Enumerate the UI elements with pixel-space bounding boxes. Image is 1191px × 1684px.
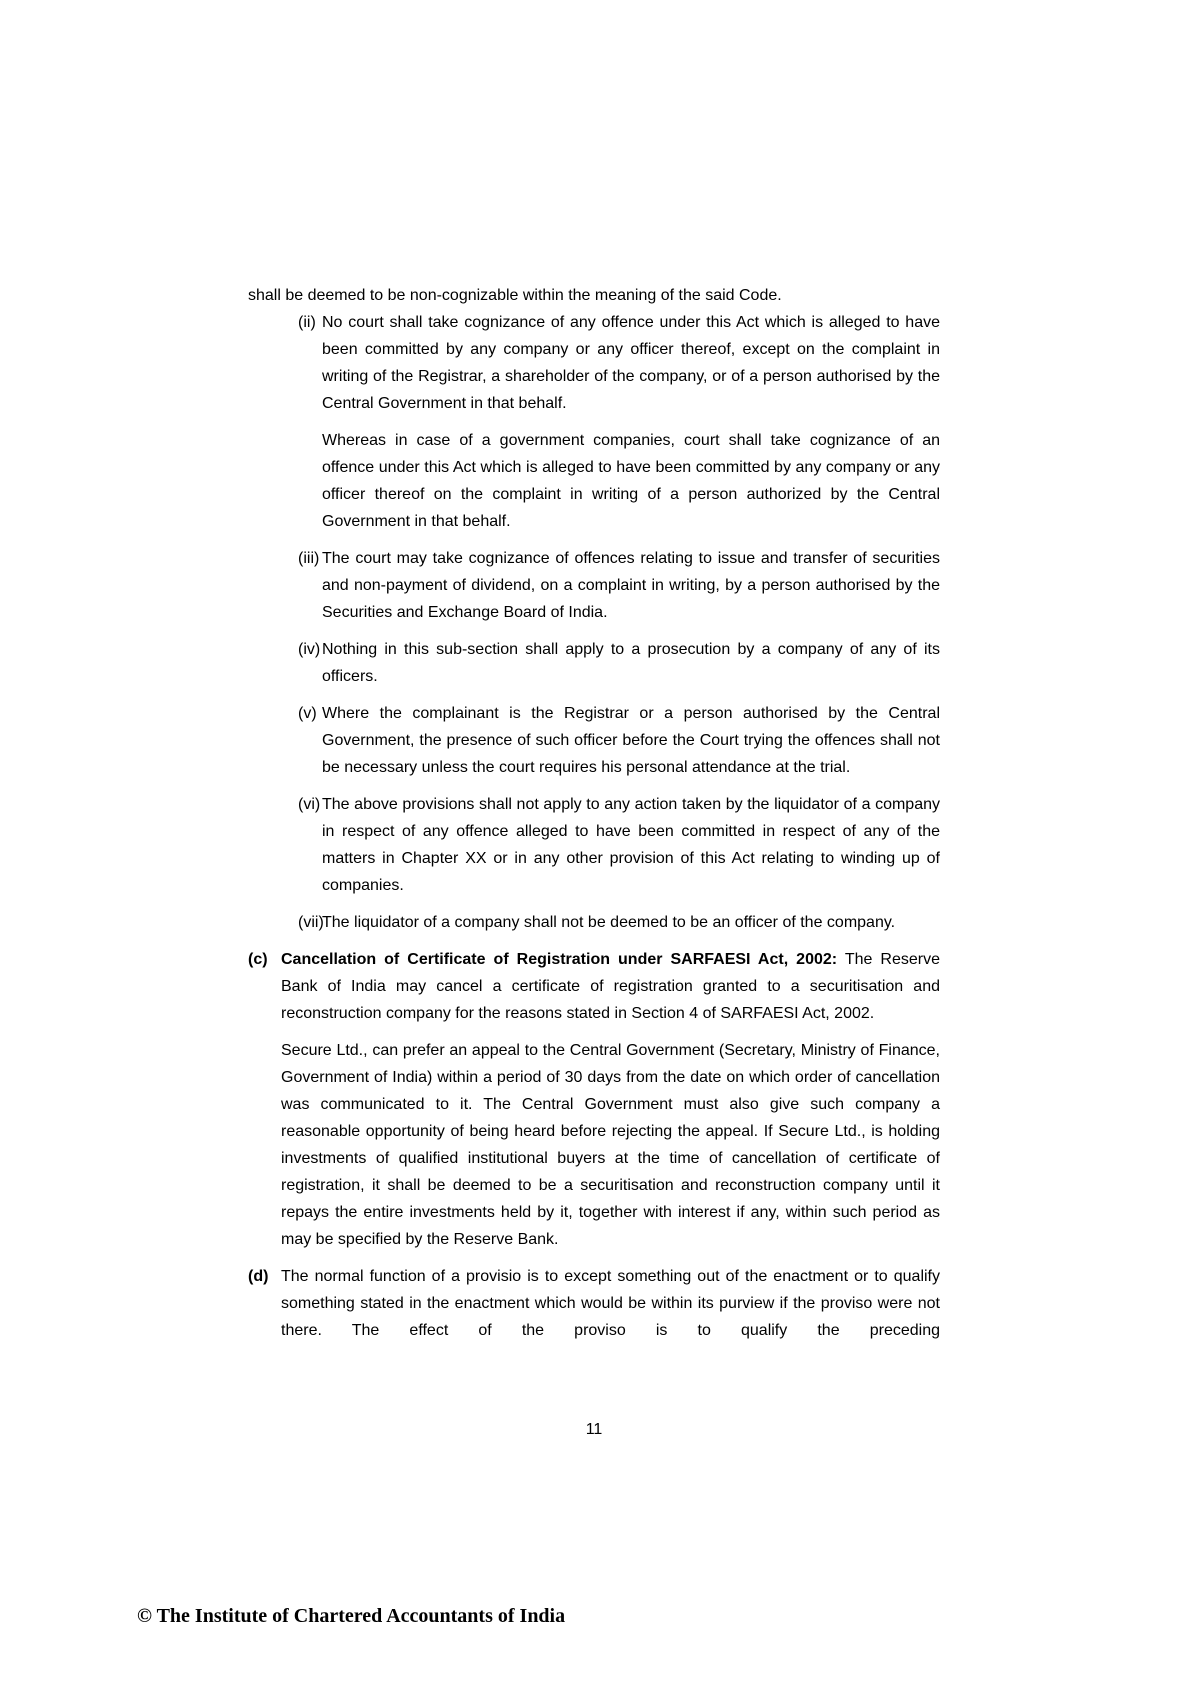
- list-item-v: [298, 700, 940, 781]
- list-item-c: [248, 946, 940, 1253]
- list-body-iii: [322, 545, 940, 626]
- list-body-ii: [322, 309, 940, 535]
- paragraph: The above provisions shall not apply to any action taken by the liquidator of a company in respect of any offence alleged to have been committed in respect of any of the matters in Chapter XX or in any other provision of this Act relating to winding up of companies.: [322, 796, 940, 894]
- list-marker-vii: (vii): [298, 914, 324, 931]
- copyright-footer: © The Institute of Chartered Accountants of India: [137, 1605, 566, 1627]
- paragraph: No court shall take cognizance of any offence under this Act which is alleged to have been committed by any company or any officer thereof, except on the complaint in writing of the Registrar, a shareholder of the company, or of a person authorised by the Central Government in that behalf.: [322, 314, 940, 412]
- list-item-vi: [298, 791, 940, 899]
- list-marker-iii: (iii): [298, 550, 320, 567]
- list-body-c: [281, 946, 940, 1253]
- list-body-iv: [322, 636, 940, 690]
- page-content: [248, 282, 940, 1354]
- list-marker-d: (d): [248, 1268, 269, 1285]
- paragraph: The normal function of a provisio is to except something out of the enactment or to qualify something stated in the enactment which would be within its purview if the proviso were not there. The effect of the proviso is to qualify the preceding: [281, 1268, 940, 1339]
- paragraph: Nothing in this sub-section shall apply to a prosecution by a company of any of its officers.: [322, 641, 940, 685]
- list-marker-iv: (iv): [298, 641, 321, 658]
- list-marker-vi: (vi): [298, 796, 321, 813]
- paragraph-with-heading: [281, 946, 940, 1027]
- list-body-d: [281, 1263, 940, 1344]
- paragraph: Where the complainant is the Registrar or a person authorised by the Central Government, the presence of such officer before the Court trying the offences shall not be necessary unless the court requires his personal attendance at the trial.: [322, 705, 940, 776]
- heading-continuation-text: The Reserve Bank of India may cancel a certificate of registration granted to a securitisation and reconstruction company for the reasons stated in Section 4 of SARFAESI Act, 2002.: [281, 951, 941, 1022]
- paragraph: The court may take cognizance of offences relating to issue and transfer of securities and non-payment of dividend, on a complaint in writing, by a person authorised by the Securities and Exchange Board of India.: [322, 550, 940, 621]
- list-marker-v: (v): [298, 705, 317, 722]
- list-marker-ii: (ii): [298, 314, 316, 331]
- list-item-iii: [298, 545, 940, 626]
- paragraph: Whereas in case of a government companies, court shall take cognizance of an offence under this Act which is alleged to have been committed by any company or any officer thereof on the complaint in writing of a person authorized by the Central Government in that behalf.: [322, 432, 940, 530]
- list-item-ii: [298, 309, 940, 535]
- paragraph: Secure Ltd., can prefer an appeal to the Central Government (Secretary, Ministry of Finance, Government of India) within a period of 30 days from the date on which order of cancellation was communicated to it. The Central Government must also give such company a reasonable opportunity of being heard before rejecting the appeal. If Secure Ltd., is holding investments of qualified institutional buyers at the time of cancellation of certificate of registration, it shall be deemed to be a securitisation and reconstruction company until it repays the entire investments held by it, together with interest if any, within such period as may be specified by the Reserve Bank.: [281, 1042, 940, 1248]
- list-item-d: [248, 1263, 940, 1344]
- list-item-vii: [298, 909, 940, 936]
- list-body-vii: [322, 909, 940, 936]
- list-marker-c: (c): [248, 951, 268, 968]
- paragraph: The liquidator of a company shall not be deemed to be an officer of the company.: [322, 914, 896, 931]
- section-heading: Cancellation of Certificate of Registration under SARFAESI Act, 2002:: [281, 951, 838, 968]
- continuation-paragraph: shall be deemed to be non-cognizable within the meaning of the said Code.: [248, 287, 782, 304]
- list-item-iv: [298, 636, 940, 690]
- page-number: 11: [585, 1421, 603, 1438]
- list-body-vi: [322, 791, 940, 899]
- list-body-v: [322, 700, 940, 781]
